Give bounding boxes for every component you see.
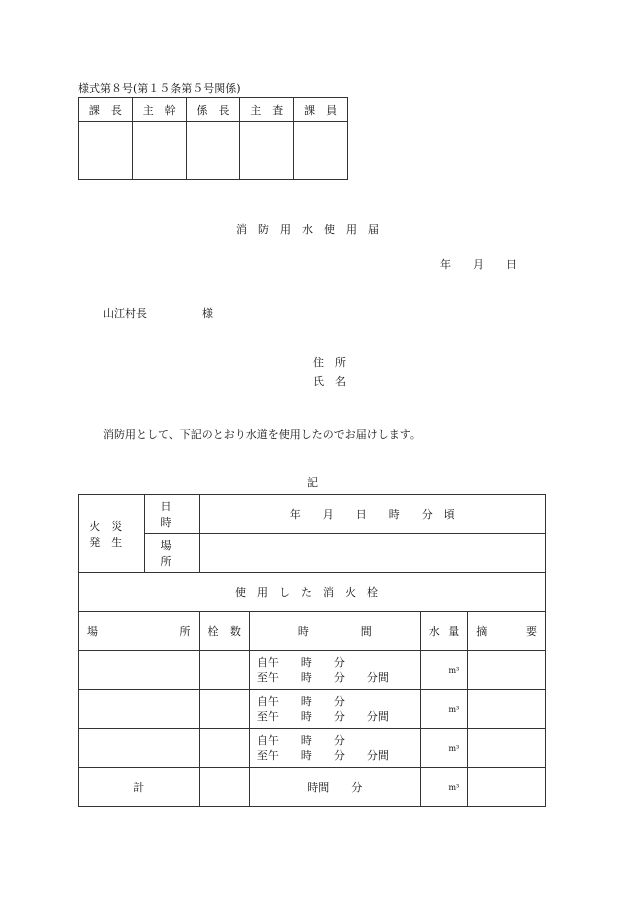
approval-header-row (79, 98, 348, 122)
table-row (79, 690, 546, 729)
addressee: 山江村長 様 (103, 307, 213, 320)
hydrant-usage-table (78, 494, 546, 807)
row-water[interactable]: m³ (420, 651, 468, 690)
fire-place-row (79, 534, 546, 573)
row-place[interactable] (79, 690, 200, 729)
table-row (79, 729, 546, 768)
row-remarks[interactable] (468, 729, 546, 768)
column-header-row (79, 612, 546, 651)
stamp-box[interactable] (79, 122, 133, 180)
ki-heading: 記 (307, 476, 318, 489)
place-value[interactable] (199, 534, 546, 573)
approval-header-shukan: 主 幹 (132, 98, 186, 122)
row-remarks[interactable] (468, 651, 546, 690)
row-count[interactable] (199, 729, 249, 768)
hydrant-heading-row (79, 573, 546, 612)
place-label: 場 所 (144, 534, 199, 573)
total-count[interactable] (199, 768, 249, 807)
row-place[interactable] (79, 729, 200, 768)
stamp-box[interactable] (294, 122, 348, 180)
datetime-label: 日 時 (144, 495, 199, 534)
stamp-box[interactable] (186, 122, 240, 180)
row-time[interactable]: 自午 時 分 至午 時 分 分間 (249, 690, 420, 729)
approval-table (78, 97, 348, 180)
approval-header-shusa: 主 査 (240, 98, 294, 122)
stamp-box[interactable] (240, 122, 294, 180)
row-time[interactable]: 自午 時 分 至午 時 分 分間 (249, 729, 420, 768)
approval-stamp-row (79, 122, 348, 180)
name-label: 氏 名 (313, 375, 346, 388)
col-place: 場 所 (79, 612, 200, 651)
total-row (79, 768, 546, 807)
document-title: 消 防 用 水 使 用 届 (236, 223, 379, 236)
col-remarks: 摘 要 (468, 612, 546, 651)
total-label: 計 (79, 768, 200, 807)
hydrant-heading: 使用した消火栓 (79, 573, 546, 612)
fire-label: 火災発生 (79, 495, 145, 573)
row-time[interactable]: 自午 時 分 至午 時 分 分間 (249, 651, 420, 690)
datetime-value[interactable]: 年 月 日 時 分 頃 (199, 495, 546, 534)
col-count: 栓 数 (199, 612, 249, 651)
approval-header-kain: 課 員 (294, 98, 348, 122)
form-number: 様式第８号(第１５条第５号関係) (78, 82, 241, 95)
total-time[interactable]: 時間 分 (249, 768, 420, 807)
approval-header-kakaricho: 係 長 (186, 98, 240, 122)
row-place[interactable] (79, 651, 200, 690)
row-remarks[interactable] (468, 690, 546, 729)
row-water[interactable]: m³ (420, 690, 468, 729)
approval-header-kacho: 課 長 (79, 98, 133, 122)
col-water: 水 量 (420, 612, 468, 651)
total-remarks[interactable] (468, 768, 546, 807)
row-count[interactable] (199, 651, 249, 690)
col-time: 時 間 (249, 612, 420, 651)
date-line[interactable]: 年 月 日 (440, 258, 517, 271)
body-text: 消防用として、下記のとおり水道を使用したのでお届けします。 (103, 428, 421, 441)
address-label: 住 所 (313, 356, 346, 369)
total-water[interactable]: m³ (420, 768, 468, 807)
row-water[interactable]: m³ (420, 729, 468, 768)
row-count[interactable] (199, 690, 249, 729)
table-row (79, 651, 546, 690)
fire-datetime-row (79, 495, 546, 534)
stamp-box[interactable] (132, 122, 186, 180)
